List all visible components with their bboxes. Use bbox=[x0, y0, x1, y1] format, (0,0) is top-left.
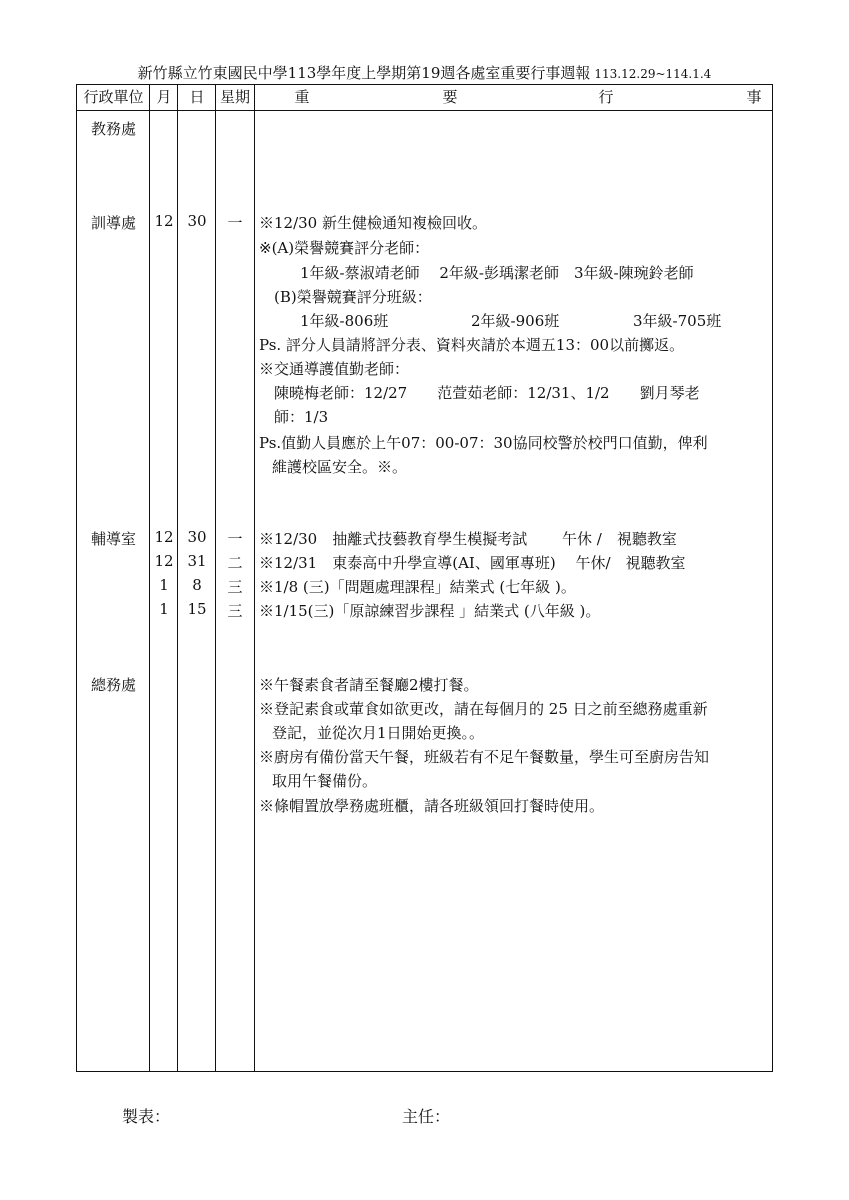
guidance-line: (B)榮譽競賽評分班級： bbox=[274, 288, 432, 306]
guidance-line: 維護校區安全。※。 bbox=[272, 458, 408, 476]
guidance-month: 12 bbox=[154, 212, 174, 230]
general-line: 登記，並從次月1日開始更換。。 bbox=[272, 724, 485, 742]
page-title bbox=[0, 62, 849, 83]
header-month: 月 bbox=[156, 88, 172, 106]
counseling-event: ※12/30 抽離式技藝教育學生模擬考試 午休 / 視聽教室 bbox=[259, 530, 677, 548]
guidance-line: ※交通導護值勤老師： bbox=[259, 360, 410, 378]
guidance-line: 師：1/3 bbox=[274, 408, 329, 426]
header-day: 日 bbox=[189, 88, 205, 106]
table-bottom-border bbox=[76, 1071, 773, 1072]
guidance-line: 1年級-806班 bbox=[300, 312, 389, 330]
guidance-line: 陳曉梅老師：12/27 范萱茹老師：12/31、1/2 劉月琴老 bbox=[274, 384, 700, 402]
counseling-month: 1 bbox=[159, 600, 169, 618]
counseling-day: 31 bbox=[187, 552, 207, 570]
counseling-day: 15 bbox=[187, 600, 207, 618]
counseling-day: 30 bbox=[187, 528, 207, 546]
header-events-char: 重 bbox=[294, 88, 310, 106]
guidance-line: 1年級-蔡淑靖老師 2年級-彭瑀潔老師 3年級-陳琬鈴老師 bbox=[300, 264, 694, 282]
counseling-weekday: 一 bbox=[227, 530, 243, 548]
counseling-weekday: 三 bbox=[227, 602, 243, 620]
counseling-month: 12 bbox=[154, 552, 174, 570]
guidance-line: 3年級-705班 bbox=[633, 312, 722, 330]
header-bottom-border bbox=[76, 110, 773, 111]
general-line: ※午餐素食者請至餐廳2樓打餐。 bbox=[259, 676, 479, 694]
guidance-line: Ps.值勤人員應於上午07：00-07：30協同校警於校門口值勤，俾利 bbox=[259, 434, 708, 452]
guidance-weekday: 一 bbox=[227, 214, 243, 232]
header-unit: 行政單位 bbox=[83, 88, 144, 106]
counseling-day: 8 bbox=[192, 576, 202, 594]
counseling-month: 1 bbox=[159, 576, 169, 594]
counseling-event: ※1/15(三)「原諒練習步課程 」結業式 (八年級 )。 bbox=[259, 602, 601, 620]
unit-student-affairs: 訓導處 bbox=[90, 214, 136, 232]
counseling-weekday: 二 bbox=[227, 554, 243, 572]
title-date-range: 113.12.29~114.1.4 bbox=[594, 67, 712, 81]
guidance-line: Ps. 評分人員請將評分表、資料夾請於本週五13：00以前擲返。 bbox=[259, 336, 685, 354]
general-line: 取用午餐備份。 bbox=[272, 772, 378, 790]
director-label: 主任： bbox=[402, 1107, 451, 1126]
unit-counseling-office: 輔導室 bbox=[90, 530, 136, 548]
general-line: ※廚房有備份當天午餐，班級若有不足午餐數量，學生可至廚房告知 bbox=[259, 748, 710, 766]
header-events-char: 行 bbox=[598, 88, 614, 106]
general-line: ※條帽置放學務處班櫃，請各班級領回打餐時使用。 bbox=[259, 797, 605, 815]
made-by-label: 製表： bbox=[122, 1107, 171, 1126]
counseling-event: ※1/8 (三)「問題處理課程」結業式 (七年級 )。 bbox=[259, 578, 576, 596]
title-main: 新竹縣立竹東國民中學113學年度上學期第19週各處室重要行事週報 bbox=[137, 64, 591, 82]
header-events-char: 要 bbox=[442, 88, 458, 106]
guidance-line: ※(A)榮譽競賽評分老師： bbox=[259, 239, 430, 257]
counseling-event: ※12/31 東泰高中升學宣導(AI、國軍專班) 午休/ 視聽教室 bbox=[259, 554, 686, 572]
general-line: ※登記素食或葷食如欲更改，請在每個月的 25 日之前至總務處重新 bbox=[259, 700, 708, 718]
guidance-line: 2年級-906班 bbox=[471, 312, 560, 330]
header-events-char: 事 bbox=[746, 88, 762, 106]
guidance-line: ※12/30 新生健檢通知複檢回收。 bbox=[259, 214, 487, 232]
guidance-day: 30 bbox=[187, 212, 207, 230]
unit-academic-affairs: 教務處 bbox=[90, 120, 136, 138]
column-divider bbox=[254, 84, 255, 1072]
counseling-weekday: 三 bbox=[227, 578, 243, 596]
table-right-border bbox=[772, 84, 773, 1072]
counseling-month: 12 bbox=[154, 528, 174, 546]
unit-general-affairs: 總務處 bbox=[90, 676, 136, 694]
header-weekday: 星期 bbox=[219, 88, 250, 106]
